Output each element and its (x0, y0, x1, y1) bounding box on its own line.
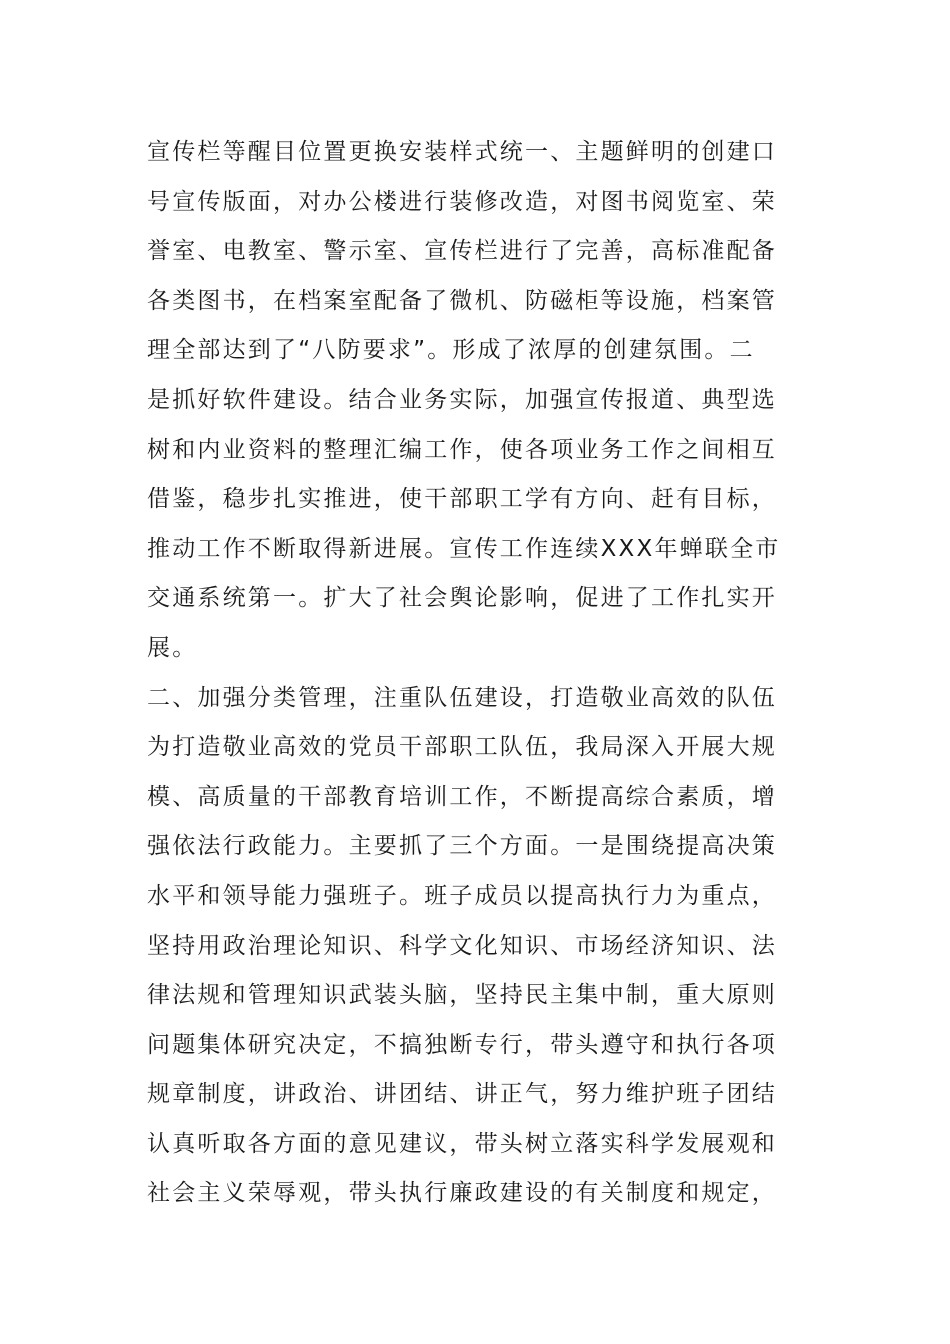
section-heading: 二、加强分类管理，注重队伍建设，打造敬业高效的队伍 (147, 684, 777, 711)
text-line: 坚持用政治理论知识、科学文化知识、市场经济知识、法 (147, 932, 777, 959)
text-line: 展。 (147, 634, 198, 661)
body-text (147, 128, 807, 1219)
text-line: 各类图书，在档案室配备了微机、防磁柜等设施，档案管 (147, 287, 777, 314)
text-line: 借鉴，稳步扎实推进，使干部职工学有方向、赶有目标， (147, 486, 777, 513)
text-line: 问题集体研究决定，不搞独断专行，带头遵守和执行各项 (147, 1031, 777, 1058)
text-line: 是抓好软件建设。结合业务实际，加强宣传报道、典型选 (147, 386, 777, 413)
text-line: 号宣传版面，对办公楼进行装修改造，对图书阅览室、荣 (147, 188, 777, 215)
text-line: 模、高质量的干部教育培训工作，不断提高综合素质，增 (147, 783, 777, 810)
text-line: 树和内业资料的整理汇编工作，使各项业务工作之间相互 (147, 436, 777, 463)
text-line: 社会主义荣辱观，带头执行廉政建设的有关制度和规定， (147, 1180, 777, 1207)
text-line: 宣传栏等醒目位置更换安装样式统一、主题鲜明的创建口 (147, 139, 777, 165)
text-line: 理全部达到了“八防要求”。形成了浓厚的创建氛围。二 (147, 337, 755, 364)
text-line: 誉室、电教室、警示室、宣传栏进行了完善，高标准配备 (147, 238, 777, 265)
text-line: 强依法行政能力。主要抓了三个方面。一是围绕提高决策 (147, 833, 777, 860)
text-line: 交通系统第一。扩大了社会舆论影响，促进了工作扎实开 (147, 585, 777, 612)
text-line: 水平和领导能力强班子。班子成员以提高执行力为重点， (147, 882, 777, 909)
text-line: 推动工作不断取得新进展。宣传工作连续XXX年蝉联全市 (147, 535, 781, 562)
text-line: 律法规和管理知识武装头脑，坚持民主集中制，重大原则 (147, 982, 777, 1009)
text-line: 为打造敬业高效的党员干部职工队伍，我局深入开展大规 (147, 734, 777, 761)
text-line: 规章制度，讲政治、讲团结、讲正气，努力维护班子团结 (147, 1081, 777, 1108)
text-line: 认真听取各方面的意见建议，带头树立落实科学发展观和 (147, 1130, 777, 1157)
